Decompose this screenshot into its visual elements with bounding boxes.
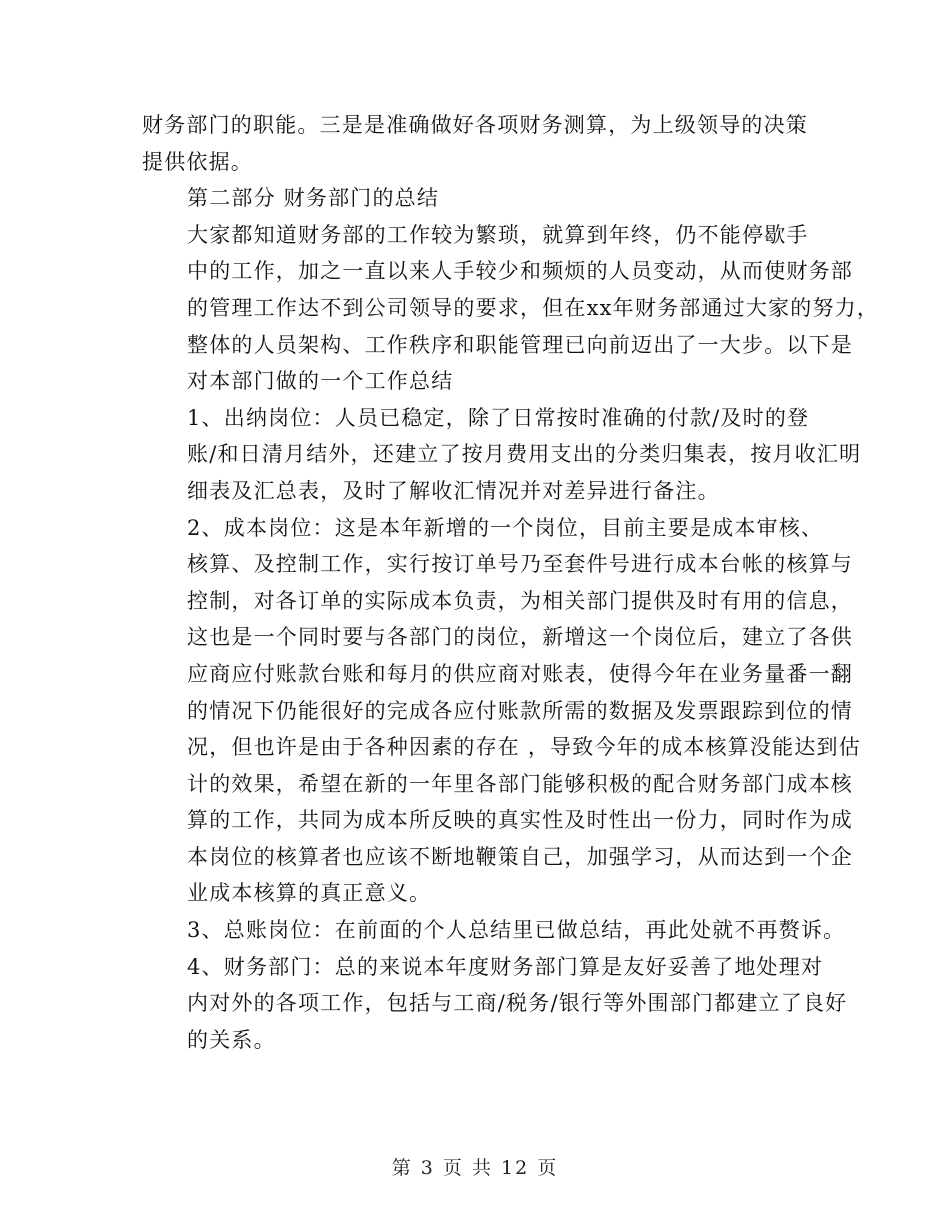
paragraph-cost — [142, 510, 861, 913]
text-line: 核算、及控制工作，实行按订单号乃至套件号进行成本台帐的核算与 — [187, 552, 853, 577]
paragraph-intro — [142, 217, 880, 400]
section-heading-text: 第二部分 财务部门的总结 — [187, 186, 440, 211]
paragraph-cashier — [142, 400, 862, 510]
paragraph-finance-dept — [142, 949, 848, 1059]
text-line: 对本部门做的一个工作总结 — [187, 369, 454, 394]
text-line: 4、财务部门：总的来说本年度财务部门算是友好妥善了地处理对 — [187, 954, 824, 979]
document-body — [142, 107, 880, 1058]
text-line: 的关系。 — [187, 1027, 276, 1052]
text-line: 3、总账岗位：在前面的个人总结里已做总结，再此处就不再赘诉。 — [187, 918, 846, 943]
text-line: 业成本核算的真正意义。 — [187, 881, 432, 906]
text-line: 况，但也许是由于各种因素的存在 ，导致今年的成本核算没能达到估 — [187, 735, 861, 760]
text-line: 应商应付账款台账和每月的供应商对账表，使得今年在业务量番一翻 — [187, 661, 853, 686]
text-line: 财务部门的职能。三是是准确做好各项财务测算，为上级领导的决策 — [142, 113, 808, 137]
text-line: 的管理工作达不到公司领导的要求，但在xx年财务部通过大家的努力， — [187, 295, 880, 320]
text-line: 算的工作，共同为成本所反映的真实性及时性出一份力，同时作为成 — [187, 808, 853, 833]
text-line: 计的效果，希望在新的一年里各部门能够积极的配合财务部门成本核 — [187, 771, 853, 796]
paragraph-ledger — [142, 912, 846, 949]
text-line: 1、出纳岗位：人员已稳定，除了日常按时准确的付款/及时的登 — [187, 405, 810, 430]
text-line: 内对外的各项工作，包括与工商/税务/银行等外围部门都建立了良好 — [187, 991, 848, 1016]
paragraph-1 — [142, 107, 822, 180]
text-line: 细表及汇总表，及时了解收汇情况并对差异进行备注。 — [187, 478, 720, 503]
text-line: 2、成本岗位：这是本年新增的一个岗位，目前主要是成本审核、 — [187, 515, 824, 540]
text-line: 这也是一个同时要与各部门的岗位，新增这一个岗位后，建立了各供 — [187, 625, 853, 650]
text-line: 的情况下仍能很好的完成各应付账款所需的数据及发票跟踪到位的情 — [187, 698, 853, 723]
section-heading — [142, 180, 822, 217]
page-number-footer: 第 3 页 共 12 页 — [391, 1157, 559, 1179]
text-line: 控制，对各订单的实际成本负责，为相关部门提供及时有用的信息， — [187, 588, 853, 613]
text-line: 整体的人员架构、工作秩序和职能管理已向前迈出了一大步。以下是 — [187, 332, 853, 357]
text-line: 大家都知道财务部的工作较为繁琐，就算到年终，仍不能停歇手 — [187, 222, 809, 247]
text-line: 本岗位的核算者也应该不断地鞭策自己，加强学习，从而达到一个企 — [187, 844, 853, 869]
text-line: 中的工作，加之一直以来人手较少和频烦的人员变动，从而使财务部 — [187, 259, 853, 284]
text-line: 提供依据。 — [142, 149, 253, 174]
text-line: 账/和日清月结外，还建立了按月费用支出的分类归集表，按月收汇明 — [187, 442, 862, 467]
